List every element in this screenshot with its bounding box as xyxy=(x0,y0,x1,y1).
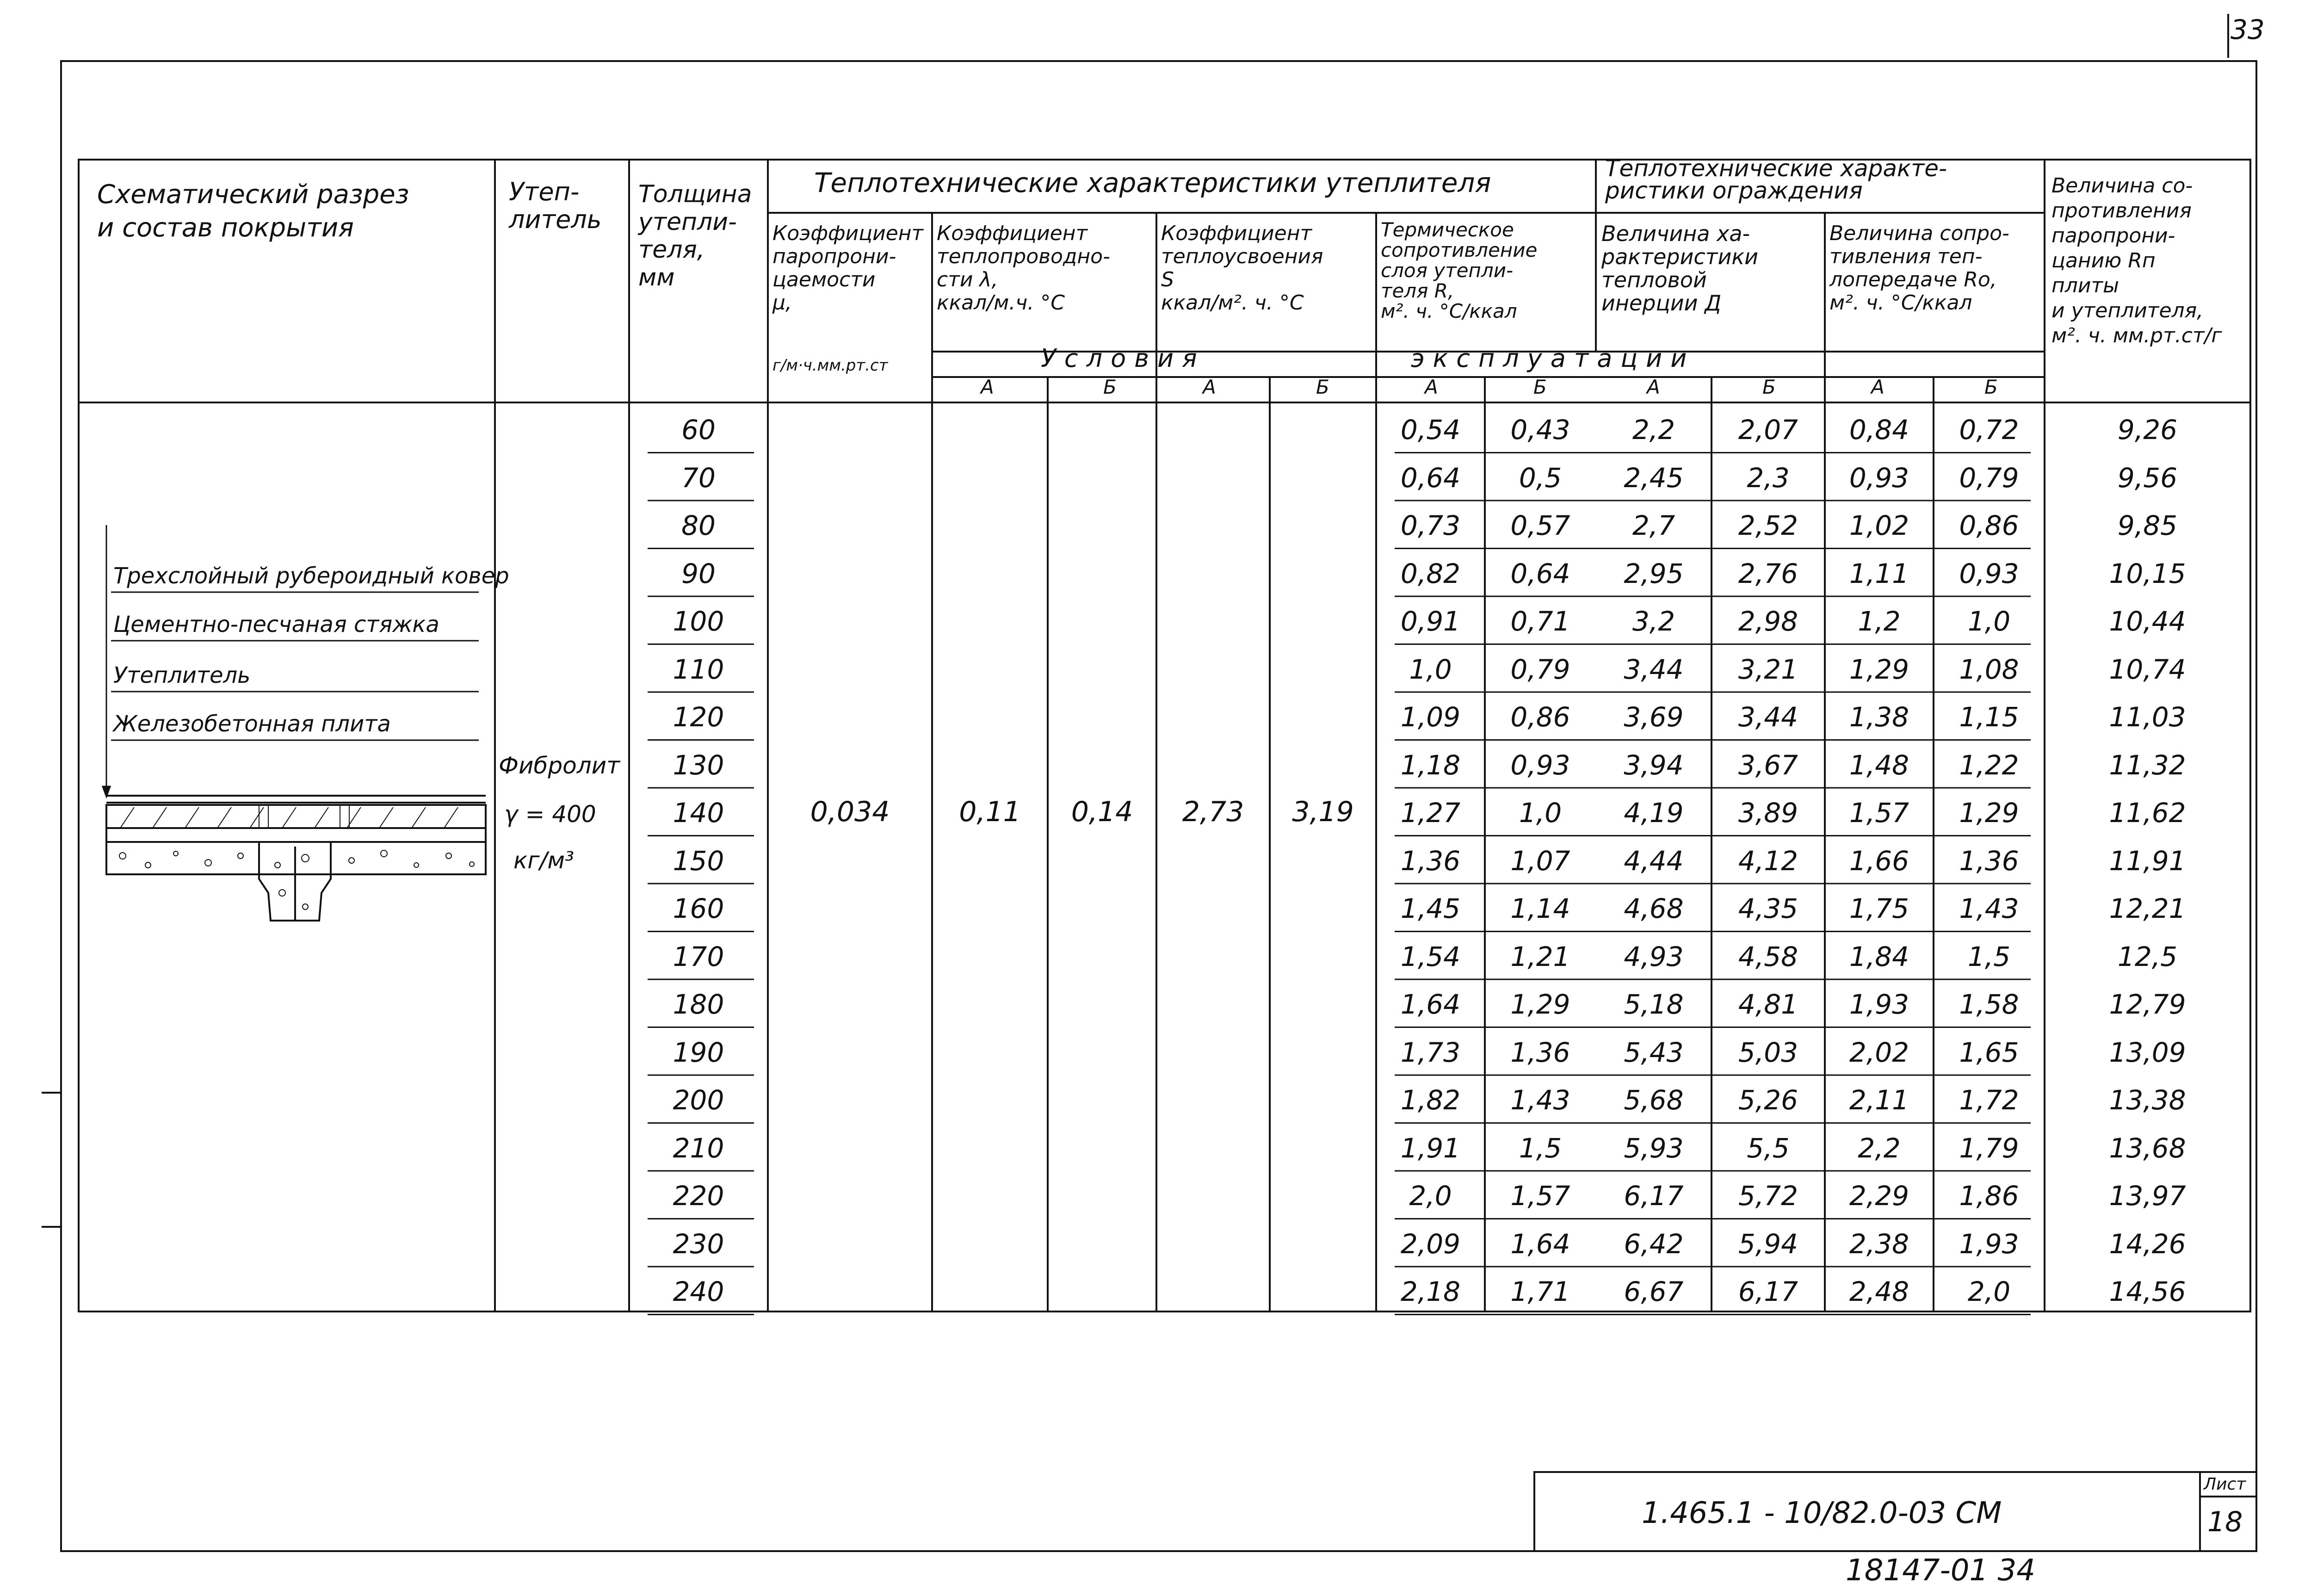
thermal-resistance-b-cell: 1,0 xyxy=(1519,797,1562,829)
material-density-unit: кг/м³ xyxy=(513,847,575,874)
thermal-resistance-a-cell: 2,09 xyxy=(1400,1228,1461,1260)
heat-resistance-a-cell: 2,48 xyxy=(1849,1276,1909,1307)
heat-resistance-a-cell: 2,02 xyxy=(1849,1036,1909,1068)
inertia-a-cell: 3,44 xyxy=(1624,653,1684,685)
inertia-b-cell: 6,17 xyxy=(1738,1276,1798,1307)
thickness-cell: 240 xyxy=(673,1276,724,1307)
vapor-resistance-cell: 14,26 xyxy=(2109,1228,2186,1260)
layer-concrete-slab: Железобетонная плита xyxy=(113,711,391,737)
vapor-resistance-cell: 12,79 xyxy=(2109,989,2186,1020)
col-a-label: А xyxy=(1425,376,1438,398)
header-insulation: Утеп- литель xyxy=(509,177,602,234)
header-scheme: Схематический разрез и состав покрытия xyxy=(97,179,409,243)
heat-resistance-b-cell: 1,65 xyxy=(1959,1036,2019,1068)
thermal-resistance-a-cell: 1,09 xyxy=(1400,701,1461,733)
heat-resistance-b-cell: 1,79 xyxy=(1959,1132,2019,1164)
thermal-resistance-b-cell: 1,36 xyxy=(1510,1036,1570,1068)
page-number: 33 xyxy=(2231,14,2265,45)
inertia-a-cell: 3,94 xyxy=(1624,749,1684,781)
header-heat-transfer-resistance: Величина сопро- тивления теп- лопередаче Ro, м². ч. °С/ккал xyxy=(1829,222,2009,315)
heat-resistance-b-cell: 0,79 xyxy=(1959,462,2019,494)
inertia-a-cell: 6,42 xyxy=(1624,1228,1684,1260)
thermal-resistance-a-cell: 1,82 xyxy=(1400,1084,1461,1116)
header-vapor-resistance: Величина со- противления паропрони- цанию Rп плиты и утеплителя, м². ч. мм.рт.ст/г xyxy=(2051,174,2222,347)
heat-resistance-b-cell: 2,0 xyxy=(1967,1276,2011,1307)
heat-resistance-b-cell: 1,72 xyxy=(1959,1084,2019,1116)
inertia-a-cell: 5,68 xyxy=(1624,1084,1684,1116)
thickness-cell: 110 xyxy=(673,653,724,685)
header-insulation-characteristics: Теплотехнические характеристики утеплителя xyxy=(814,167,1491,198)
inertia-b-cell: 5,94 xyxy=(1738,1228,1798,1260)
inertia-b-cell: 3,67 xyxy=(1738,749,1798,781)
col-b-label: Б xyxy=(1762,376,1776,398)
thermal-resistance-b-cell: 0,64 xyxy=(1510,557,1570,589)
heat-resistance-a-cell: 0,84 xyxy=(1849,414,1909,445)
inertia-b-cell: 3,89 xyxy=(1738,797,1798,829)
header-conductivity: Коэффициент теплопроводно- сти λ, ккал/м.ч. °С xyxy=(937,222,1110,315)
inertia-a-cell: 5,18 xyxy=(1624,989,1684,1020)
vapor-resistance-cell: 13,97 xyxy=(2109,1180,2186,1212)
inertia-b-cell: 2,52 xyxy=(1738,510,1798,541)
thickness-cell: 220 xyxy=(673,1180,724,1212)
inertia-a-cell: 6,17 xyxy=(1624,1180,1684,1212)
inertia-b-cell: 4,81 xyxy=(1738,989,1798,1020)
heat-resistance-a-cell: 1,29 xyxy=(1849,653,1909,685)
vapor-resistance-cell: 10,44 xyxy=(2109,606,2186,637)
inertia-a-cell: 6,67 xyxy=(1624,1276,1684,1307)
thickness-cell: 160 xyxy=(673,893,724,924)
thermal-resistance-b-cell: 1,21 xyxy=(1510,940,1570,972)
layer-roofing-carpet: Трехслойный рубероидный ковер xyxy=(113,563,509,589)
vapor-permeability-value: 0,034 xyxy=(810,796,890,828)
inertia-a-cell: 2,2 xyxy=(1632,414,1675,445)
thickness-cell: 150 xyxy=(673,845,724,877)
thermal-resistance-b-cell: 0,5 xyxy=(1519,462,1562,494)
col-b-label: Б xyxy=(1316,376,1329,398)
heat-resistance-b-cell: 1,93 xyxy=(1959,1228,2019,1260)
thermal-resistance-b-cell: 0,71 xyxy=(1510,606,1570,637)
heat-resistance-b-cell: 1,29 xyxy=(1959,797,2019,829)
header-conditions: Условия xyxy=(1041,344,1205,373)
vapor-resistance-cell: 9,85 xyxy=(2117,510,2178,541)
thermal-resistance-b-cell: 1,07 xyxy=(1510,845,1570,877)
thickness-cell: 140 xyxy=(673,797,724,829)
heat-resistance-b-cell: 0,72 xyxy=(1959,414,2019,445)
heat-resistance-b-cell: 0,93 xyxy=(1959,557,2019,589)
thickness-cell: 70 xyxy=(681,462,716,494)
thickness-cell: 80 xyxy=(681,510,716,541)
inertia-a-cell: 2,45 xyxy=(1624,462,1684,494)
heat-absorption-a-value: 2,73 xyxy=(1182,796,1244,828)
vapor-resistance-cell: 10,15 xyxy=(2109,557,2186,589)
vapor-resistance-cell: 11,32 xyxy=(2109,749,2186,781)
inertia-b-cell: 4,58 xyxy=(1738,940,1798,972)
inertia-b-cell: 5,26 xyxy=(1738,1084,1798,1116)
heat-resistance-a-cell: 2,38 xyxy=(1849,1228,1909,1260)
thickness-cell: 90 xyxy=(681,557,716,589)
material-density: γ = 400 xyxy=(504,801,596,828)
thermal-resistance-a-cell: 1,54 xyxy=(1400,940,1461,972)
heat-resistance-a-cell: 2,2 xyxy=(1858,1132,1901,1164)
thickness-cell: 60 xyxy=(681,414,716,445)
col-b-label: Б xyxy=(1533,376,1547,398)
heat-resistance-b-cell: 1,5 xyxy=(1967,940,2011,972)
heat-resistance-b-cell: 1,86 xyxy=(1959,1180,2019,1212)
thermal-resistance-a-cell: 1,73 xyxy=(1400,1036,1461,1068)
col-a-label: А xyxy=(1647,376,1660,398)
heat-resistance-a-cell: 1,02 xyxy=(1849,510,1909,541)
thermal-resistance-a-cell: 2,0 xyxy=(1409,1180,1452,1212)
thermal-resistance-b-cell: 1,57 xyxy=(1510,1180,1570,1212)
heat-resistance-a-cell: 1,84 xyxy=(1849,940,1909,972)
thermal-resistance-a-cell: 0,54 xyxy=(1400,414,1461,445)
inertia-b-cell: 4,35 xyxy=(1738,893,1798,924)
thermal-resistance-b-cell: 1,14 xyxy=(1510,893,1570,924)
thermal-resistance-a-cell: 1,36 xyxy=(1400,845,1461,877)
heat-resistance-b-cell: 1,08 xyxy=(1959,653,2019,685)
thickness-cell: 170 xyxy=(673,940,724,972)
layer-cement-screed: Цементно-песчаная стяжка xyxy=(113,612,439,637)
heat-resistance-b-cell: 1,22 xyxy=(1959,749,2019,781)
col-a-label: А xyxy=(1871,376,1885,398)
thermal-resistance-b-cell: 0,93 xyxy=(1510,749,1570,781)
inertia-b-cell: 2,98 xyxy=(1738,606,1798,637)
thermal-resistance-a-cell: 0,73 xyxy=(1400,510,1461,541)
vapor-resistance-cell: 12,21 xyxy=(2109,893,2186,924)
inertia-a-cell: 3,69 xyxy=(1624,701,1684,733)
col-b-label: Б xyxy=(1103,376,1117,398)
sheet-label: Лист xyxy=(2201,1473,2257,1497)
thermal-resistance-a-cell: 2,18 xyxy=(1400,1276,1461,1307)
col-a-label: А xyxy=(1203,376,1216,398)
header-enclosure-characteristics: Теплотехнические характе- ристики ограждения xyxy=(1605,155,1947,204)
inertia-b-cell: 2,3 xyxy=(1747,462,1790,494)
heat-resistance-a-cell: 1,38 xyxy=(1849,701,1909,733)
thermal-resistance-b-cell: 1,5 xyxy=(1519,1132,1562,1164)
thermal-resistance-a-cell: 1,0 xyxy=(1409,653,1452,685)
inertia-b-cell: 2,76 xyxy=(1738,557,1798,589)
heat-resistance-a-cell: 2,11 xyxy=(1849,1084,1909,1116)
heat-resistance-b-cell: 1,36 xyxy=(1959,845,2019,877)
vapor-resistance-cell: 13,09 xyxy=(2109,1036,2186,1068)
thermal-resistance-b-cell: 0,57 xyxy=(1510,510,1570,541)
inertia-b-cell: 4,12 xyxy=(1738,845,1798,877)
col-b-label: Б xyxy=(1984,376,1998,398)
thermal-resistance-a-cell: 1,64 xyxy=(1400,989,1461,1020)
thermal-resistance-a-cell: 0,64 xyxy=(1400,462,1461,494)
vapor-resistance-cell: 11,91 xyxy=(2109,845,2186,877)
inertia-a-cell: 4,19 xyxy=(1624,797,1684,829)
thickness-cell: 200 xyxy=(673,1084,724,1116)
conductivity-a-value: 0,11 xyxy=(959,796,1021,828)
thermal-resistance-a-cell: 0,82 xyxy=(1400,557,1461,589)
inertia-a-cell: 3,2 xyxy=(1632,606,1675,637)
vapor-resistance-cell: 10,74 xyxy=(2109,653,2186,685)
vapor-resistance-cell: 9,26 xyxy=(2117,414,2178,445)
heat-resistance-b-cell: 1,0 xyxy=(1967,606,2011,637)
thickness-cell: 210 xyxy=(673,1132,724,1164)
thermal-resistance-a-cell: 1,45 xyxy=(1400,893,1461,924)
col-a-label: А xyxy=(981,376,994,398)
inertia-b-cell: 5,03 xyxy=(1738,1036,1798,1068)
thermal-resistance-b-cell: 1,43 xyxy=(1510,1084,1570,1116)
thermal-resistance-b-cell: 1,64 xyxy=(1510,1228,1570,1260)
thermal-resistance-b-cell: 0,43 xyxy=(1510,414,1570,445)
header-vapor-coefficient: Коэффициент паропрони- цаемости μ, xyxy=(772,222,924,315)
header-vapor-unit: г/м·ч.мм.рт.ст xyxy=(772,356,888,375)
thickness-cell: 180 xyxy=(673,989,724,1020)
vapor-resistance-cell: 11,62 xyxy=(2109,797,2186,829)
inertia-a-cell: 4,68 xyxy=(1624,893,1684,924)
thickness-cell: 190 xyxy=(673,1036,724,1068)
thickness-cell: 120 xyxy=(673,701,724,733)
sheet-number: 18 xyxy=(2207,1506,2243,1538)
thermal-resistance-a-cell: 1,91 xyxy=(1400,1132,1461,1164)
header-thermal-resistance: Термическое сопротивление слоя утепли- теля R, м². ч. °С/ккал xyxy=(1381,218,1538,322)
vapor-resistance-cell: 12,5 xyxy=(2117,940,2178,972)
thermal-resistance-b-cell: 0,86 xyxy=(1510,701,1570,733)
inertia-b-cell: 5,72 xyxy=(1738,1180,1798,1212)
heat-resistance-a-cell: 1,48 xyxy=(1849,749,1909,781)
heat-resistance-b-cell: 0,86 xyxy=(1959,510,2019,541)
heat-resistance-a-cell: 1,75 xyxy=(1849,893,1909,924)
title-block xyxy=(1533,1471,2257,1552)
inertia-b-cell: 5,5 xyxy=(1747,1132,1790,1164)
thermal-resistance-b-cell: 1,71 xyxy=(1510,1276,1570,1307)
inertia-a-cell: 4,44 xyxy=(1624,845,1684,877)
inertia-a-cell: 4,93 xyxy=(1624,940,1684,972)
vapor-resistance-cell: 11,03 xyxy=(2109,701,2186,733)
heat-resistance-a-cell: 1,11 xyxy=(1849,557,1909,589)
header-operation: эксплуатации xyxy=(1411,344,1695,373)
vapor-resistance-cell: 13,68 xyxy=(2109,1132,2186,1164)
vapor-resistance-cell: 14,56 xyxy=(2109,1276,2186,1307)
heat-resistance-b-cell: 1,15 xyxy=(1959,701,2019,733)
heat-absorption-b-value: 3,19 xyxy=(1292,796,1354,828)
heat-resistance-a-cell: 0,93 xyxy=(1849,462,1909,494)
vapor-resistance-cell: 13,38 xyxy=(2109,1084,2186,1116)
inertia-a-cell: 2,95 xyxy=(1624,557,1684,589)
heat-resistance-a-cell: 1,2 xyxy=(1858,606,1901,637)
thermal-resistance-a-cell: 1,27 xyxy=(1400,797,1461,829)
header-thickness: Толщина утепли- теля, мм xyxy=(638,180,752,291)
inertia-a-cell: 2,7 xyxy=(1632,510,1675,541)
inertia-b-cell: 3,44 xyxy=(1738,701,1798,733)
thermal-resistance-b-cell: 1,29 xyxy=(1510,989,1570,1020)
conductivity-b-value: 0,14 xyxy=(1071,796,1133,828)
inertia-b-cell: 3,21 xyxy=(1738,653,1798,685)
inertia-a-cell: 5,43 xyxy=(1624,1036,1684,1068)
heat-resistance-b-cell: 1,43 xyxy=(1959,893,2019,924)
header-thermal-inertia: Величина ха- рактеристики тепловой инерции Д xyxy=(1601,221,1759,315)
heat-resistance-a-cell: 1,66 xyxy=(1849,845,1909,877)
heat-resistance-b-cell: 1,58 xyxy=(1959,989,2019,1020)
archive-number: 18147-01 34 xyxy=(1846,1553,2035,1588)
thickness-cell: 230 xyxy=(673,1228,724,1260)
inertia-b-cell: 2,07 xyxy=(1738,414,1798,445)
heat-resistance-a-cell: 1,93 xyxy=(1849,989,1909,1020)
thermal-resistance-b-cell: 0,79 xyxy=(1510,653,1570,685)
heat-resistance-a-cell: 1,57 xyxy=(1849,797,1909,829)
thickness-cell: 130 xyxy=(673,749,724,781)
material-name: Фибролит xyxy=(499,752,620,779)
vapor-resistance-cell: 9,56 xyxy=(2117,462,2178,494)
inertia-a-cell: 5,93 xyxy=(1624,1132,1684,1164)
header-heat-absorption: Коэффициент теплоусвоения S ккал/м². ч. °С xyxy=(1161,222,1323,315)
thermal-resistance-a-cell: 1,18 xyxy=(1400,749,1461,781)
heat-resistance-a-cell: 2,29 xyxy=(1849,1180,1909,1212)
thermal-resistance-a-cell: 0,91 xyxy=(1400,606,1461,637)
thickness-cell: 100 xyxy=(673,606,724,637)
document-code: 1.465.1 - 10/82.0-03 CM xyxy=(1642,1496,2002,1530)
layer-insulation: Утеплитель xyxy=(113,662,251,688)
sheet-box xyxy=(2199,1473,2257,1552)
